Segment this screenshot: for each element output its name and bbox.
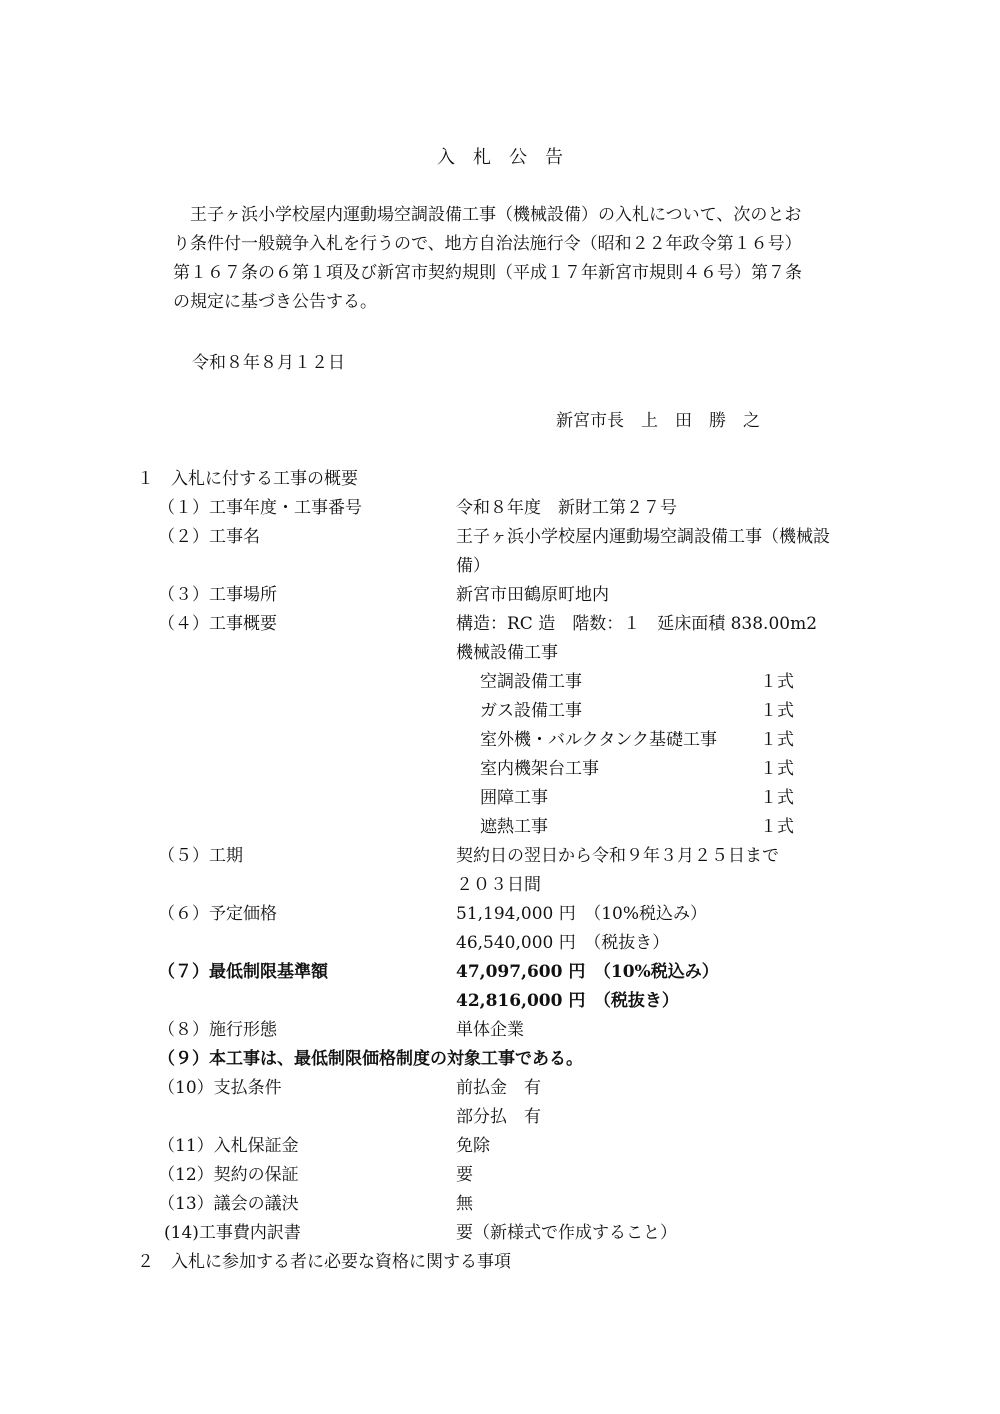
form-label: （８）施行形態	[158, 1020, 277, 1040]
section-2-heading: ２ 入札に参加する者に必要な資格に関する事項	[137, 1252, 511, 1272]
item-label: （１）工事年度・工事番号	[158, 498, 362, 518]
price-tax-excl: 46,540,000 円 （税抜き）	[456, 933, 670, 953]
payment-label: （10）支払条件	[158, 1078, 282, 1098]
price-tax-incl: 51,194,000 円 （10%税込み）	[456, 904, 708, 924]
document-title: 入 札 公 告	[437, 147, 563, 168]
period-value: 契約日の翌日から令和９年３月２５日まで	[456, 846, 779, 866]
item-value-continued: 機械設備工事	[456, 643, 558, 663]
item-value: 令和８年度 新財工第２７号	[456, 498, 677, 518]
payment-partial: 部分払 有	[456, 1107, 541, 1127]
breakdown-label: (14)工事費内訳書	[164, 1223, 301, 1243]
intro-line-3: 第１６７条の６第１項及び新宮市契約規則（平成１７年新宮市規則４６号）第７条	[173, 263, 802, 283]
work-item-qty: １式	[760, 817, 794, 837]
price-label: （６）予定価格	[158, 904, 277, 924]
work-item-name: 遮熱工事	[480, 817, 548, 837]
notice-date: 令和８年８月１２日	[192, 353, 345, 373]
work-item-name: 空調設備工事	[480, 672, 582, 692]
work-item-name: 室内機架台工事	[480, 759, 599, 779]
section-1-heading: １ 入札に付する工事の概要	[137, 469, 358, 489]
min-price-system-note: （９）本工事は、最低制限価格制度の対象工事である。	[158, 1049, 583, 1069]
deposit-label: （11）入札保証金	[158, 1136, 299, 1156]
work-item-qty: １式	[760, 788, 794, 808]
min-price-tax-excl: 42,816,000 円 （税抜き）	[456, 991, 679, 1011]
item-value-continued: 備）	[456, 556, 490, 576]
work-item-qty: １式	[760, 730, 794, 750]
intro-line-2: り条件付一般競争入札を行うので、地方自治法施行令（昭和２２年政令第１６号）	[173, 234, 802, 254]
intro-line-1: 王子ヶ浜小学校屋内運動場空調設備工事（機械設備）の入札について、次のとお	[173, 205, 802, 225]
guarantee-value: 要	[456, 1165, 473, 1185]
item-label: （３）工事場所	[158, 585, 277, 605]
work-item-qty: １式	[760, 759, 794, 779]
work-item-name: 囲障工事	[480, 788, 548, 808]
item-label: （２）工事名	[158, 527, 260, 547]
form-value: 単体企業	[456, 1020, 524, 1040]
council-value: 無	[456, 1194, 473, 1214]
item-label: （４）工事概要	[158, 614, 277, 634]
work-item-name: 室外機・バルクタンク基礎工事	[480, 730, 717, 750]
work-item-qty: １式	[760, 701, 794, 721]
council-label: （13）議会の議決	[158, 1194, 299, 1214]
payment-advance: 前払金 有	[456, 1078, 541, 1098]
breakdown-value: 要（新様式で作成すること）	[456, 1223, 677, 1243]
deposit-value: 免除	[456, 1136, 490, 1156]
min-price-tax-incl: 47,097,600 円 （10%税込み）	[456, 962, 719, 982]
work-item-qty: １式	[760, 672, 794, 692]
min-price-label: （７）最低制限基準額	[158, 962, 328, 982]
intro-line-4: の規定に基づき公告する。	[173, 292, 377, 312]
signer: 新宮市長 上 田 勝 之	[556, 411, 760, 431]
item-value: 王子ヶ浜小学校屋内運動場空調設備工事（機械設	[456, 527, 830, 547]
work-item-name: ガス設備工事	[480, 701, 582, 721]
item-value: 構造：RC 造 階数：１ 延床面積 838.00m2	[456, 614, 818, 634]
period-label: （５）工期	[158, 846, 243, 866]
item-value: 新宮市田鶴原町地内	[456, 585, 609, 605]
guarantee-label: （12）契約の保証	[158, 1165, 299, 1185]
period-days: ２０３日間	[456, 875, 541, 895]
